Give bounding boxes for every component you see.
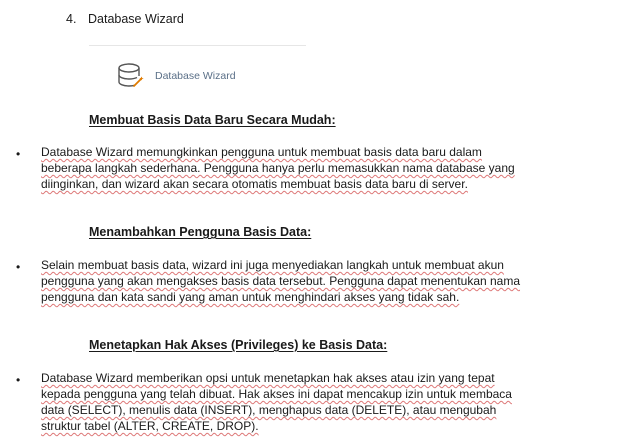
heading-title: Database Wizard bbox=[88, 12, 184, 26]
divider bbox=[89, 45, 306, 46]
database-wizard-icon bbox=[116, 61, 146, 91]
section-title-add-user: Menambahkan Pengguna Basis Data: bbox=[89, 225, 312, 239]
database-wizard-card[interactable] bbox=[116, 60, 236, 92]
section-title-privileges: Menetapkan Hak Akses (Privileges) ke Basis Data: bbox=[89, 338, 388, 352]
paragraph-add-user: Selain membuat basis data, wizard ini juga menyediakan langkah untuk membuat akun pengguna yang akan mengakses basis data tersebut. Pengguna dapat menentukan nama pengguna dan kata sandi yang aman untuk menghindari akses yang tidak sah. bbox=[41, 258, 521, 304]
paragraph-privileges: Database Wizard memberikan opsi untuk menetapkan hak akses atau izin yang tepat kepada pengguna yang telah dibuat. Hak akses ini dapat mencakup izin untuk membaca data (SELECT), menulis data (INSERT), menghapus data (DELETE), atau mengubah struktur tabel (ALTER, CREATE, DROP). bbox=[41, 371, 512, 433]
database-wizard-label: Database Wizard bbox=[155, 70, 236, 82]
bullet-marker: • bbox=[16, 373, 21, 387]
list-number: 4. bbox=[66, 12, 77, 26]
bullet-marker: • bbox=[16, 147, 21, 161]
bullet-marker: • bbox=[16, 260, 21, 274]
paragraph-create-database: Database Wizard memungkinkan pengguna untuk membuat basis data baru dalam beberapa langkah sederhana. Pengguna hanya perlu memasukkan nama database yang diinginkan, dan wizard akan secara otomatis membuat basis data baru di server. bbox=[41, 145, 515, 191]
numbered-heading bbox=[66, 12, 184, 26]
section-title-create-database: Membuat Basis Data Baru Secara Mudah: bbox=[89, 113, 336, 127]
